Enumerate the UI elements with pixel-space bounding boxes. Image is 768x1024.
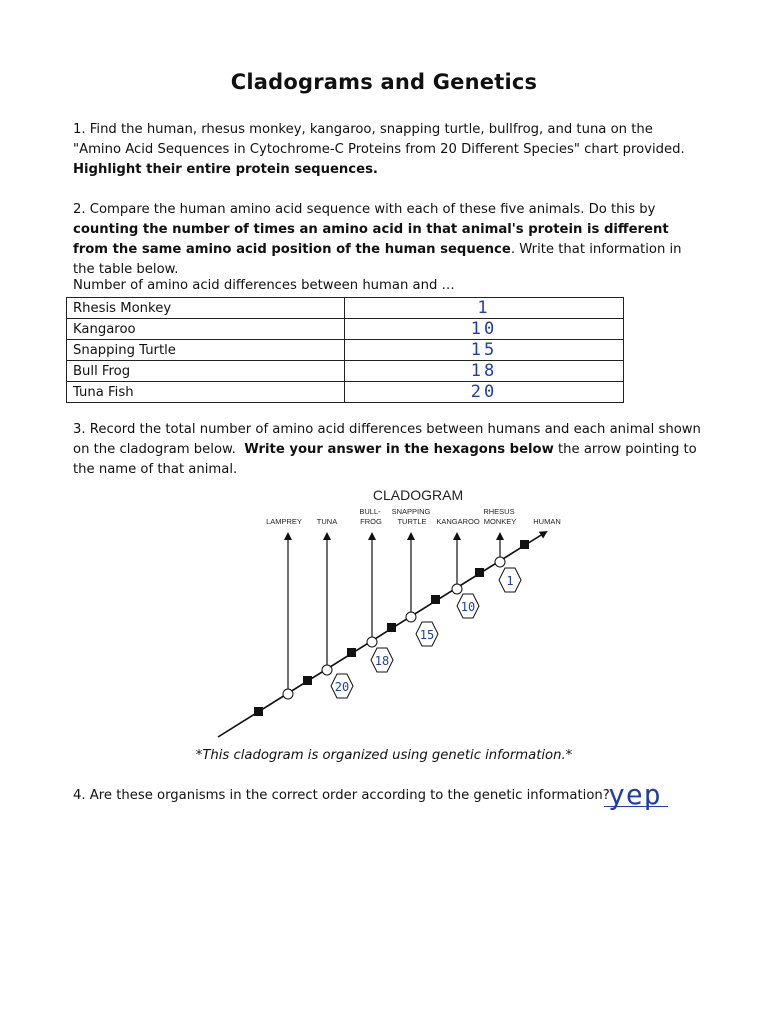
question-1-text: 1. Find the human, rhesus monkey, kangaroo, snapping turtle, bullfrog, and tuna on the "Amino Acid Sequences in Cytochrome-C Proteins from 20 Different Species" chart provided. — [73, 122, 685, 157]
question-3 — [73, 420, 703, 480]
character-marker — [475, 568, 484, 577]
character-marker — [431, 595, 440, 604]
question-2-text-end: . Write that information in the table below. — [73, 242, 682, 277]
node-bullfrog — [367, 637, 377, 647]
hexagon-kangaroo[interactable] — [457, 594, 479, 618]
table-row — [67, 340, 624, 361]
question-1-emphasis: Highlight their entire protein sequences. — [73, 162, 378, 177]
character-marker — [347, 648, 356, 657]
question-3-emphasis: Write your answer in the hexagons below — [244, 442, 554, 457]
table-row — [67, 298, 624, 319]
node-lamprey — [283, 689, 293, 699]
question-2-emphasis: counting the number of times an amino acid in that animal's protein is different from the same amino acid position of the human sequence — [73, 222, 669, 257]
cladogram-caption: *This cladogram is organized using genetic information.* — [195, 748, 573, 763]
question-3-text-end: the arrow pointing to the name of that animal. — [73, 442, 697, 477]
label-rhesus-monkey: RHESUS MONKEY — [483, 507, 517, 526]
answer-underline — [604, 806, 668, 807]
question-2-text: 2. Compare the human amino acid sequence with each of these five animals. Do this by — [73, 202, 656, 217]
question-2 — [73, 200, 703, 280]
difference-count-cell[interactable]: 20 — [345, 382, 624, 403]
animal-cell: Rhesis Monkey — [67, 298, 345, 319]
hexagon-bullfrog[interactable] — [371, 648, 393, 672]
table-row — [67, 361, 624, 382]
cladogram — [200, 482, 580, 747]
question-3-text: 3. Record the total number of amino acid differences between humans and each animal shown on the cladogram below. — [73, 422, 701, 457]
animal-cell: Snapping Turtle — [67, 340, 345, 361]
svg-text:1: 1 — [506, 574, 514, 588]
difference-count-cell[interactable]: 18 — [345, 361, 624, 382]
table-row — [67, 382, 624, 403]
label-lamprey: LAMPREY — [266, 517, 302, 526]
hexagon-tuna[interactable] — [331, 674, 353, 698]
label-snapping-turtle: SNAPPING TURTLE — [391, 507, 431, 526]
animal-cell: Bull Frog — [67, 361, 345, 382]
cladogram-title: CLADOGRAM — [372, 487, 464, 503]
svg-text:20: 20 — [334, 680, 350, 694]
hexagon-snapping-turtle[interactable] — [416, 622, 438, 646]
label-human: HUMAN — [533, 517, 561, 526]
table-row — [67, 319, 624, 340]
question-4: 4. Are these organisms in the correct order according to the genetic information? — [73, 788, 610, 803]
animal-cell: Kangaroo — [67, 319, 345, 340]
character-marker — [387, 623, 396, 632]
difference-count-cell[interactable]: 15 — [345, 340, 624, 361]
page-title: Cladograms and Genetics — [230, 70, 538, 94]
svg-text:15: 15 — [419, 628, 435, 642]
character-marker — [303, 676, 312, 685]
node-snapping-turtle — [406, 612, 416, 622]
character-marker — [254, 707, 263, 716]
node-tuna — [322, 665, 332, 675]
node-kangaroo — [452, 584, 462, 594]
label-kangaroo: KANGAROO — [436, 517, 480, 526]
node-rhesus-monkey — [495, 557, 505, 567]
difference-count-cell[interactable]: 1 — [345, 298, 624, 319]
differences-table — [66, 297, 624, 403]
question-1 — [73, 120, 703, 180]
difference-count-cell[interactable]: 10 — [345, 319, 624, 340]
character-marker — [520, 540, 529, 549]
animal-cell: Tuna Fish — [67, 382, 345, 403]
svg-text:18: 18 — [374, 654, 390, 668]
table-caption: Number of amino acid differences between human and … — [73, 278, 455, 293]
svg-text:10: 10 — [460, 600, 476, 614]
label-tuna: TUNA — [316, 517, 338, 526]
label-bullfrog: BULL- FROG — [359, 507, 382, 526]
question-4-answer[interactable]: yep — [608, 778, 662, 811]
hexagon-rhesus-monkey[interactable] — [499, 568, 521, 592]
